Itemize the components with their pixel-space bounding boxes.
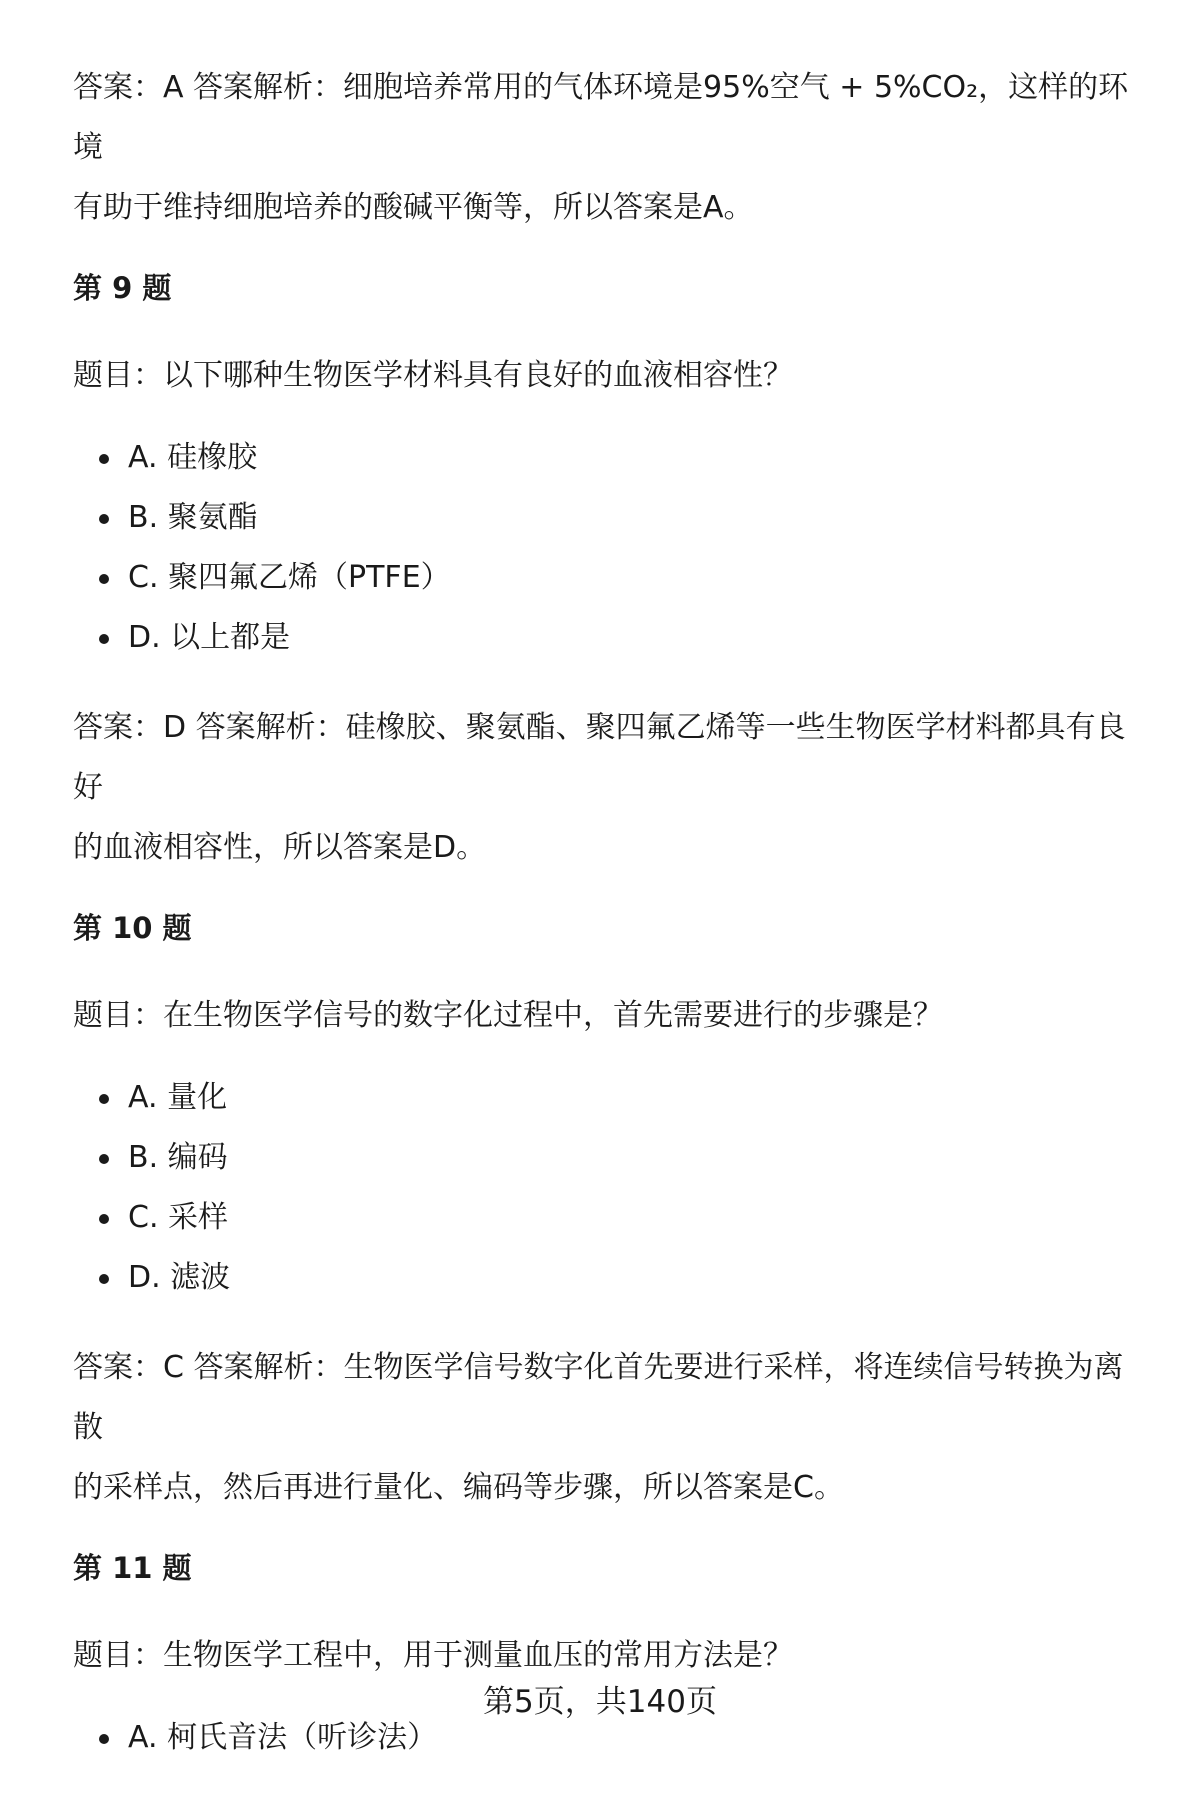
option-item bbox=[73, 428, 1153, 488]
option-label: C. 采样 bbox=[128, 1200, 229, 1235]
option-item bbox=[73, 488, 1153, 548]
bullet-icon bbox=[99, 1094, 109, 1104]
bullet-icon bbox=[99, 634, 109, 644]
answer-explanation bbox=[73, 58, 1153, 238]
answer-explanation bbox=[73, 1338, 1153, 1518]
answer-line: 答案：C 答案解析：生物医学信号数字化首先要进行采样，将连续信号转换为离散 bbox=[73, 1350, 1124, 1445]
question-block bbox=[73, 906, 1153, 1518]
document-page bbox=[73, 58, 1153, 1798]
question-block bbox=[73, 266, 1153, 878]
bullet-icon bbox=[99, 1154, 109, 1164]
question-prompt: 题目：生物医学工程中，用于测量血压的常用方法是？ bbox=[73, 1638, 793, 1673]
answer-line: 的采样点，然后再进行量化、编码等步骤，所以答案是C。 bbox=[73, 1470, 844, 1505]
question-block bbox=[73, 1546, 1153, 1768]
question-prompt: 题目：以下哪种生物医学材料具有良好的血液相容性？ bbox=[73, 358, 793, 393]
bullet-icon bbox=[99, 454, 109, 464]
answer-explanation bbox=[73, 698, 1153, 878]
option-label: B. 聚氨酯 bbox=[128, 500, 258, 535]
option-list bbox=[73, 428, 1153, 668]
option-item bbox=[73, 548, 1153, 608]
option-label: A. 量化 bbox=[128, 1080, 228, 1115]
bullet-icon bbox=[99, 1734, 109, 1744]
option-label: D. 以上都是 bbox=[128, 620, 291, 655]
answer-line: 答案：A 答案解析：细胞培养常用的气体环境是95%空气 + 5%CO₂，这样的环境 bbox=[73, 70, 1129, 165]
question-heading: 第 10 题 bbox=[73, 911, 192, 945]
question-heading: 第 9 题 bbox=[73, 271, 172, 305]
option-label: B. 编码 bbox=[128, 1140, 228, 1175]
option-item bbox=[73, 1128, 1153, 1188]
answer-line: 的血液相容性，所以答案是D。 bbox=[73, 830, 487, 865]
option-list bbox=[73, 1068, 1153, 1308]
bullet-icon bbox=[99, 514, 109, 524]
option-label: A. 柯氏音法（听诊法） bbox=[128, 1720, 438, 1755]
option-label: D. 滤波 bbox=[128, 1260, 231, 1295]
answer-line: 答案：D 答案解析：硅橡胶、聚氨酯、聚四氟乙烯等一些生物医学材料都具有良好 bbox=[73, 710, 1126, 805]
option-item bbox=[73, 608, 1153, 668]
bullet-icon bbox=[99, 1214, 109, 1224]
option-label: C. 聚四氟乙烯（PTFE） bbox=[128, 560, 451, 595]
option-item bbox=[73, 1188, 1153, 1248]
option-item bbox=[73, 1248, 1153, 1308]
page-number-footer: 第5页，共140页 bbox=[483, 1684, 717, 1720]
question-heading: 第 11 题 bbox=[73, 1551, 192, 1585]
option-label: A. 硅橡胶 bbox=[128, 440, 258, 475]
answer-line: 有助于维持细胞培养的酸碱平衡等，所以答案是A。 bbox=[73, 190, 754, 225]
bullet-icon bbox=[99, 574, 109, 584]
question-prompt: 题目：在生物医学信号的数字化过程中，首先需要进行的步骤是？ bbox=[73, 998, 943, 1033]
option-item bbox=[73, 1068, 1153, 1128]
bullet-icon bbox=[99, 1274, 109, 1284]
